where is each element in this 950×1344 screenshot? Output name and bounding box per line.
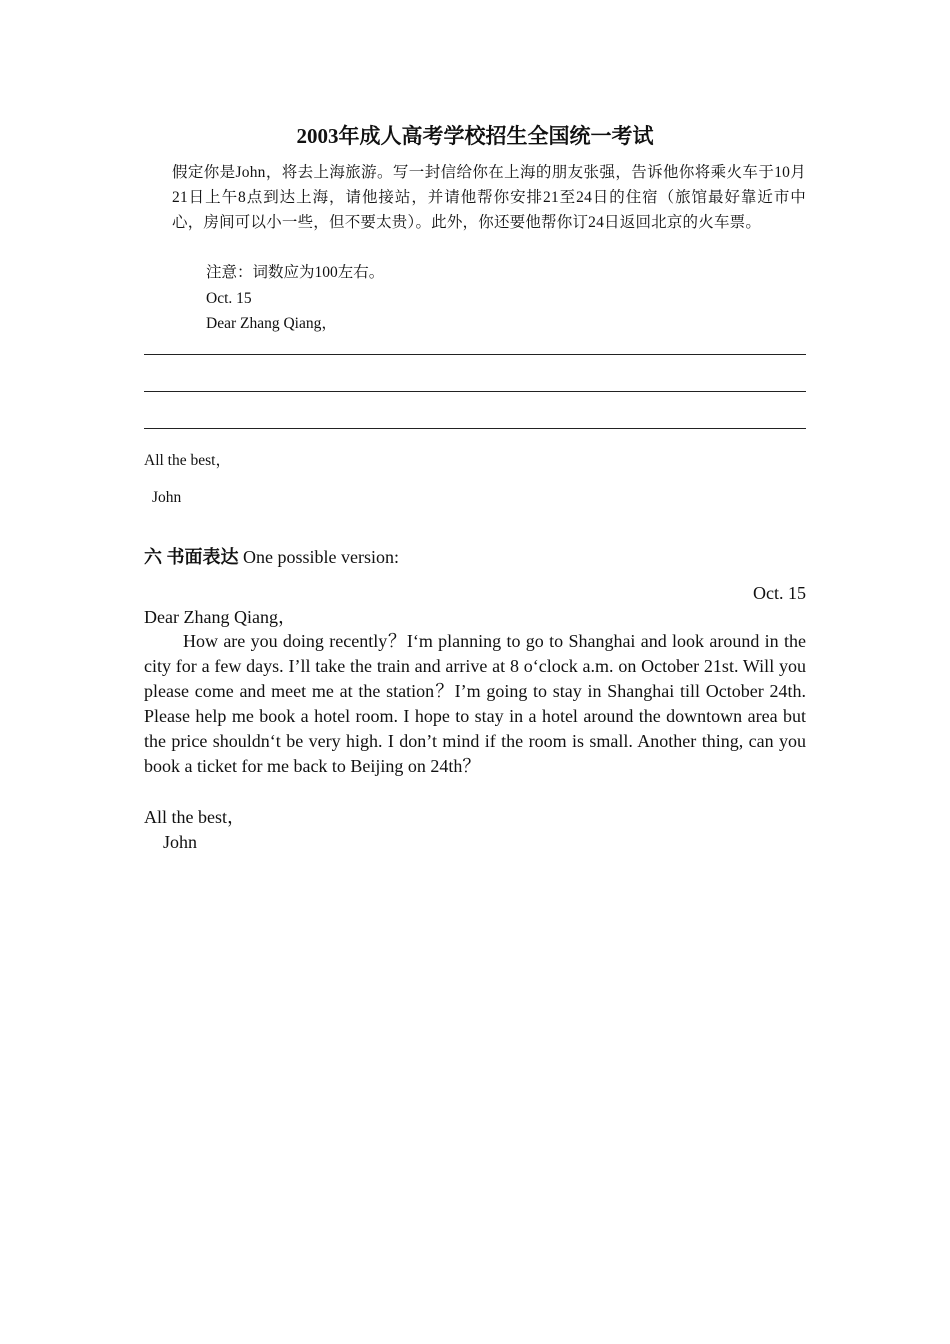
prompt-signature: John [152,489,182,506]
prompt-salutation: Dear Zhang Qiang， [206,315,337,332]
page-title: 2003年成人高考学校招生全国统一考试 [296,124,654,148]
letter-date: Oct. 15 [753,583,806,603]
prompt-date: Oct. 15 [206,290,252,307]
letter-closing: All the best， [144,807,245,827]
answer-line-1 [144,354,806,355]
section-heading-cn: 六 书面表达 [144,547,239,567]
word-count-note: 注意：词数应为100左右。 [206,264,385,281]
prompt-closing: All the best， [144,452,231,469]
letter-body: How are you doing recently？I‘m planning to go to Shanghai and look around in the city for a few days. I’ll take the train and arrive at 8 o‘clock a.m. on October 21st. Will you please come and meet me at the station？I’m going to stay in Shanghai till October 24th. Please help me book a hotel room. I hope to stay in a hotel around the downtown area but the price shouldn‘t be very high. I don’t mind if the room is small. Another thing, can you book a ticket for me back to Beijing on 24th？ [144,631,806,776]
answer-line-3 [144,428,806,429]
section-heading-en: One possible version: [238,547,399,567]
letter-salutation: Dear Zhang Qiang， [144,607,296,627]
writing-prompt: 假定你是John，将去上海旅游。写一封信给你在上海的朋友张强，告诉他你将乘火车于10月21日上午8点到达上海，请他接站，并请他帮你安排21至24日的住宿（旅馆最好靠近市中心，房间可以小一些，但不要太贵）。此外，你还要他帮你订24日返回北京的火车票。 [172,164,806,231]
section-heading [144,544,399,570]
answer-line-2 [144,391,806,392]
letter-signature: John [163,832,198,852]
